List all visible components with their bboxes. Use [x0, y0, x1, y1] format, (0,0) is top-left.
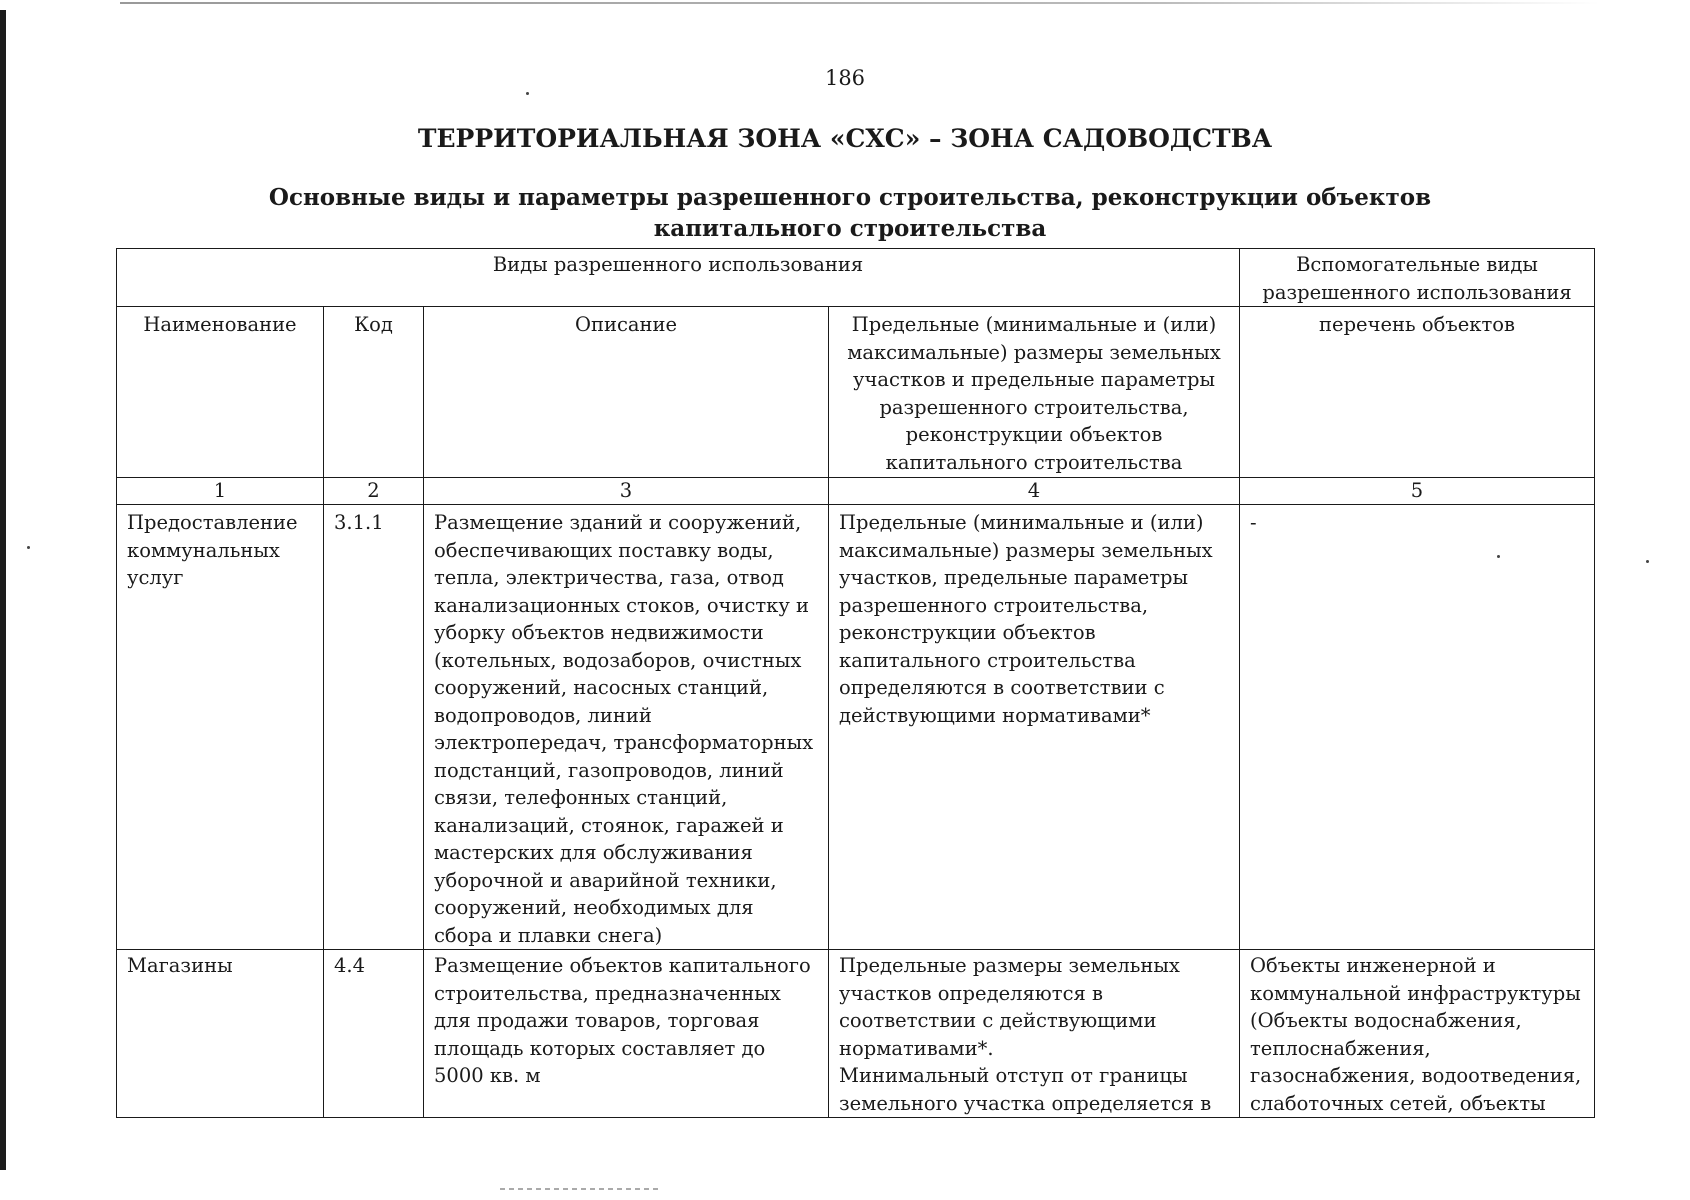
column-header-code: Код: [324, 307, 424, 478]
table-row: [117, 505, 1595, 950]
cell-auxiliary: Объекты инженерной и коммунальной инфраструктуры (Объекты водоснабжения, теплоснабжения, газоснабжения, водоотведения, слаботочных сетей, объекты: [1240, 950, 1595, 1118]
column-header-name: Наименование: [117, 307, 324, 478]
group-header-aux: Вспомогательные виды разрешенного использования: [1240, 249, 1595, 307]
section-subtitle: Основные виды и параметры разрешенного строительства, реконструкции объектов капитального строительства: [268, 184, 1432, 242]
scan-edge-left: [0, 10, 6, 1170]
column-header-description: Описание: [424, 307, 829, 478]
column-header-objects: перечень объектов: [1240, 307, 1595, 478]
table-column-number-row: [117, 478, 1595, 505]
scan-speck: [1646, 560, 1649, 563]
cell-code: 3.1.1: [324, 505, 424, 950]
scan-edge-top: [120, 2, 1600, 4]
table-group-header-row: [117, 249, 1595, 307]
column-number: 2: [324, 478, 424, 505]
cell-parameters: Предельные размеры земельных участков определяются в соответствии с действующими нормативами*. Минимальный отступ от границы земельного участка определяется в: [829, 950, 1240, 1118]
cell-name: Предоставление коммунальных услуг: [117, 505, 324, 950]
cell-name: Магазины: [117, 950, 324, 1118]
column-header-parameters: Предельные (минимальные и (или) максимальные) размеры земельных участков и предельные параметры разрешенного строительства, реконструкции объектов капитального строительства: [829, 307, 1240, 478]
column-number: 3: [424, 478, 829, 505]
cell-description: Размещение зданий и сооружений, обеспечивающих поставку воды, тепла, электричества, газа, отвод канализационных стоков, очистку и уборку объектов недвижимости (котельных, водозаборов, очистных сооружений, насосных станций, водопроводов, линий электропередач, трансформаторных подстанций, газопроводов, линий связи, телефонных станций, канализаций, стоянок, гаражей и мастерских для обслуживания уборочной и аварийной техники, сооружений, необходимых для сбора и плавки снега): [424, 505, 829, 950]
cell-parameters: Предельные (минимальные и (или) максимальные) размеры земельных участков, предельные параметры разрешенного строительства, реконструкции объектов капитального строительства определяются в соответствии с действующими нормативами*: [829, 505, 1240, 950]
column-number: 5: [1240, 478, 1595, 505]
land-use-table: [116, 248, 1595, 1118]
column-number: 4: [829, 478, 1240, 505]
cell-code: 4.4: [324, 950, 424, 1118]
scan-edge-bottom: [500, 1188, 660, 1190]
cell-auxiliary: -: [1240, 505, 1595, 950]
zone-title: ТЕРРИТОРИАЛЬНАЯ ЗОНА «СХС» – ЗОНА САДОВОДСТВА: [417, 124, 1273, 153]
table-row: [117, 950, 1595, 1118]
scan-speck: [526, 92, 529, 95]
group-header-main: Виды разрешенного использования: [117, 249, 1240, 307]
page-number: 186: [824, 66, 866, 90]
table-column-header-row: [117, 307, 1595, 478]
scan-speck: [27, 546, 30, 549]
cell-description: Размещение объектов капитального строительства, предназначенных для продажи товаров, торговая площадь которых составляет до 5000 кв. м: [424, 950, 829, 1118]
column-number: 1: [117, 478, 324, 505]
